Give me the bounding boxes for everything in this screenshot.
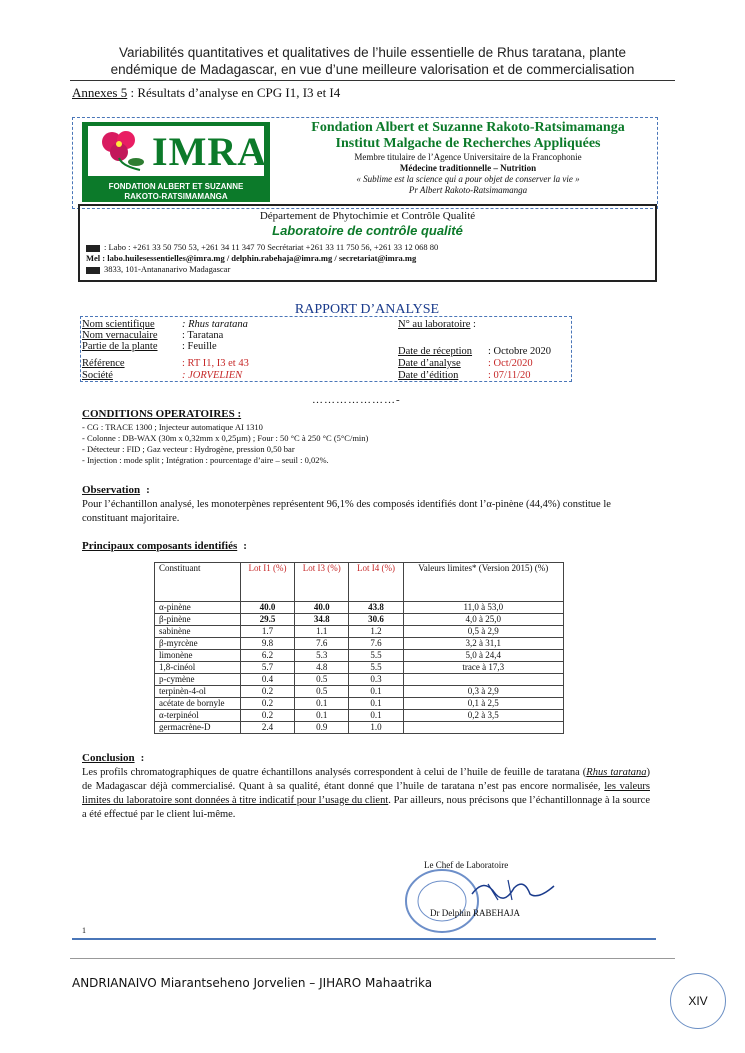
conclusion-title: Conclusion :: [82, 752, 145, 764]
cell-value: 3,2 à 31,1: [403, 638, 563, 650]
table-body: [155, 602, 564, 734]
cell-constituant: terpinèn-4-ol: [155, 686, 241, 698]
scanned-report: [72, 114, 662, 942]
cell-value: 1.0: [349, 722, 403, 734]
th-lot-i1: Lot I1 (%): [240, 563, 294, 602]
cell-value: 1.2: [349, 626, 403, 638]
address-text: 3833, 101-Antananarivo Madagascar: [104, 264, 231, 274]
cell-value: 6.2: [240, 650, 294, 662]
cell-value: 1.7: [240, 626, 294, 638]
cell-value: 0,2 à 3,5: [403, 710, 563, 722]
cell-value: 4,0 à 25,0: [403, 614, 563, 626]
lab-title: Laboratoire de contrôle qualité: [272, 223, 463, 238]
cell-value: 0.1: [295, 698, 349, 710]
cell-value: 0,1 à 2,5: [403, 698, 563, 710]
table-row: [155, 650, 564, 662]
th-lot-i3: Lot I3 (%): [295, 563, 349, 602]
organization-block: [278, 120, 658, 196]
mailbox-icon: [86, 267, 100, 274]
observation-text: Pour l’échantillon analysé, les monoterpènes représentent 96,1% des composés identifiés dont l’α-pinène (44,4%) constitue le constituant majoritaire.: [82, 499, 611, 524]
cell-value: 11,0 à 53,0: [403, 602, 563, 614]
cell-value: 7.6: [295, 638, 349, 650]
cell-value: 4.8: [295, 662, 349, 674]
signature-scribble: [468, 874, 558, 904]
meta-reference: Référence : RT I1, I3 et 43: [82, 358, 249, 369]
cell-value: 0.2: [240, 710, 294, 722]
meta-edition: Date d’édition : 07/11/20: [398, 370, 531, 381]
signatory-name: Dr Delphin RABEHAJA: [430, 908, 520, 918]
condition-line-4: - Injection : mode split ; Intégration : pourcentage d’aire – seuil : 0,02%.: [82, 455, 329, 465]
cell-value: 40.0: [240, 602, 294, 614]
cell-value: 1.1: [295, 626, 349, 638]
cell-value: 30.6: [349, 614, 403, 626]
department-title: Département de Phytochimie et Contrôle Qualité: [259, 210, 476, 222]
logo-sub-1: FONDATION ALBERT ET SUZANNE: [108, 182, 244, 191]
cell-value: 5,0 à 24,4: [403, 650, 563, 662]
header-rule: [70, 80, 675, 81]
table-row: [155, 626, 564, 638]
cell-constituant: 1,8-cinéol: [155, 662, 241, 674]
table-row: [155, 710, 564, 722]
annexe-title: [72, 85, 340, 101]
condition-line-2: - Colonne : DB-WAX (30m x 0,32mm x 0,25µm) ; Four : 50 °C à 250 °C (5°C/min): [82, 433, 369, 443]
table-row: [155, 674, 564, 686]
running-header: [60, 44, 685, 78]
cell-value: 0.2: [240, 698, 294, 710]
meta-reception: Date de réception : Octobre 2020: [398, 346, 551, 357]
page-number: XIV: [670, 973, 726, 1029]
phone-text: : Labo : +261 33 50 750 53, +261 34 11 347 70 Secrétariat +261 33 11 750 56, +261 33 12 068 80: [104, 242, 439, 252]
cell-constituant: acétate de bornyle: [155, 698, 241, 710]
cell-value: [403, 674, 563, 686]
phone-line: [86, 242, 438, 252]
cell-constituant: α-terpinéol: [155, 710, 241, 722]
cell-value: trace à 17,3: [403, 662, 563, 674]
condition-line-3: - Détecteur : FID ; Gaz vecteur : Hydrogène, pression 0,50 bar: [82, 444, 295, 454]
cell-constituant: β-pinène: [155, 614, 241, 626]
cell-value: 0.3: [349, 674, 403, 686]
cell-constituant: α-pinène: [155, 602, 241, 614]
table-row: [155, 662, 564, 674]
cell-value: 0,5 à 2,9: [403, 626, 563, 638]
cell-value: 0.5: [295, 674, 349, 686]
cell-value: [403, 722, 563, 734]
mail-line: Mel : labo.huilesessentielles@imra.mg / delphin.rabehaja@imra.mg / secretariat@imra.mg: [86, 253, 417, 263]
flower-icon: [92, 128, 150, 174]
cell-value: 0.4: [240, 674, 294, 686]
cell-value: 0,3 à 2,9: [403, 686, 563, 698]
org-line-2: Institut Malgache de Recherches Appliquées: [335, 136, 601, 151]
cell-value: 34.8: [295, 614, 349, 626]
imra-logo: [82, 122, 270, 202]
th-constituant: Constituant: [155, 563, 241, 602]
cell-constituant: sabinène: [155, 626, 241, 638]
conclusion-text: Les profils chromatographiques de quatre échantillons analysés correspondent à celui de l’huile de feuille de taratana (Rhus taratana) de Madagascar déjà commercialisé. Quant à sa qualité, étant donné que l’huile de taratana n’est pas encore normalisée, les valeurs limites du laboratoire sont données à titre indicatif pour l’usage du client. Par ailleurs, nous précisons que l’échantillonnage à la source a été effectué par le client lui-même.: [82, 767, 650, 820]
cell-value: 9.8: [240, 638, 294, 650]
table-row: [155, 722, 564, 734]
table-row: [155, 686, 564, 698]
header-line-1: Variabilités quantitatives et qualitatives de l’huile essentielle de Rhus taratana, plante: [118, 45, 627, 60]
org-line-6: Pr Albert Rakoto-Ratsimamanga: [408, 185, 528, 195]
cell-constituant: germacrène-D: [155, 722, 241, 734]
observation-title: Observation :: [82, 484, 150, 496]
cell-value: 2.4: [240, 722, 294, 734]
cell-constituant: β-myrcène: [155, 638, 241, 650]
phone-icon: [86, 245, 100, 252]
dotted-separator: …………………-: [312, 394, 401, 406]
cell-value: 29.5: [240, 614, 294, 626]
logo-word: IMRA: [152, 129, 268, 174]
cell-value: 0.1: [349, 686, 403, 698]
cell-value: 5.5: [349, 650, 403, 662]
cell-value: 7.6: [349, 638, 403, 650]
components-title: Principaux composants identifiés :: [82, 540, 247, 552]
cell-value: 40.0: [295, 602, 349, 614]
cell-constituant: limonène: [155, 650, 241, 662]
condition-line-1: - CG : TRACE 1300 ; Injecteur automatique AI 1310: [82, 422, 263, 432]
meta-nom-vernaculaire: Nom vernaculaire : Taratana: [82, 330, 224, 341]
cell-value: 0.1: [295, 710, 349, 722]
cell-value: 43.8: [349, 602, 403, 614]
cell-value: 5.7: [240, 662, 294, 674]
org-line-3: Membre titulaire de l’Agence Universitaire de la Francophonie: [354, 152, 582, 162]
cell-value: 0.1: [349, 698, 403, 710]
meta-partie: Partie de la plante : Feuille: [82, 341, 217, 352]
annexe-rest: : Résultats d’analyse en CPG I1, I3 et I4: [127, 85, 341, 100]
department-box: [78, 204, 657, 282]
org-line-1: Fondation Albert et Suzanne Rakoto-Ratsimamanga: [311, 120, 625, 135]
annexe-label: Annexes 5: [72, 85, 128, 100]
footer-author: ANDRIANAIVO Miarantseheno Jorvelien – JIHARO Mahaatrika: [72, 976, 433, 990]
lab-chief-label: Le Chef de Laboratoire: [424, 860, 509, 870]
cell-value: 0.1: [349, 710, 403, 722]
cell-value: 0.2: [240, 686, 294, 698]
report-page-number: 1: [82, 926, 86, 935]
org-line-4: Médecine traditionnelle – Nutrition: [399, 163, 537, 173]
table-row: [155, 602, 564, 614]
cell-value: 0.5: [295, 686, 349, 698]
components-table: [154, 562, 564, 734]
report-title: RAPPORT D’ANALYSE: [294, 302, 440, 317]
address-line: [86, 264, 230, 274]
table-row: [155, 698, 564, 710]
meta-nom-scientifique: Nom scientifique : Rhus taratana: [82, 319, 248, 330]
cell-value: 5.3: [295, 650, 349, 662]
th-lot-i4: Lot I4 (%): [349, 563, 403, 602]
meta-societe: Société : JORVELIEN: [82, 370, 243, 381]
cell-constituant: p-cymène: [155, 674, 241, 686]
cell-value: 0.9: [295, 722, 349, 734]
logo-sub-2: RAKOTO-RATSIMAMANGA: [124, 192, 228, 201]
cell-value: 5.5: [349, 662, 403, 674]
meta-labo: N° au laboratoire :: [398, 319, 476, 330]
meta-analyse: Date d’analyse : Oct/2020: [398, 358, 533, 369]
footer-rule: [70, 958, 675, 959]
report-bottom-rule: [72, 938, 656, 940]
table-header-row: [155, 563, 564, 602]
th-valeurs-limites: Valeurs limites* (Version 2015) (%): [403, 563, 563, 602]
header-line-2: endémique de Madagascar, en vue d’une meilleure valorisation et de commercialisation: [110, 62, 635, 77]
conditions-title: CONDITIONS OPERATOIRES :: [82, 408, 242, 420]
table-row: [155, 638, 564, 650]
org-line-5: « Sublime est la science qui a pour objet de conserver la vie »: [356, 174, 580, 184]
table-row: [155, 614, 564, 626]
